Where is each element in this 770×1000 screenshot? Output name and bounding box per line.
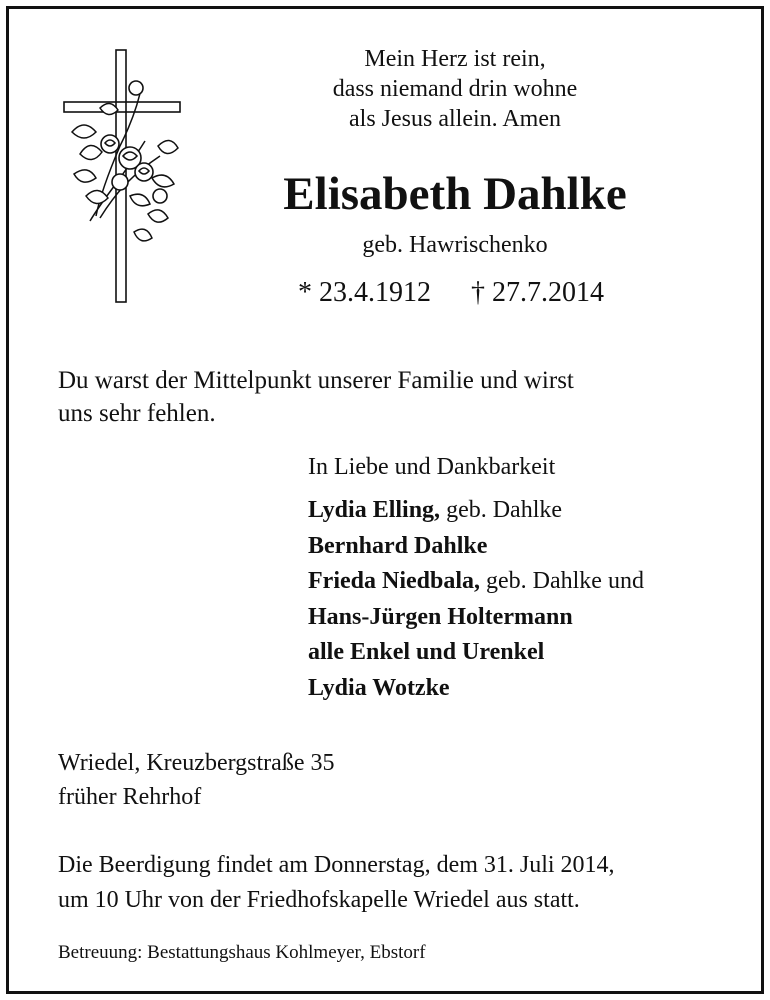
deceased-name: Elisabeth Dahlke [283, 168, 627, 220]
mourner-note: geb. Dahlke [440, 497, 563, 523]
tribute-line: uns sehr fehlen. [58, 400, 216, 427]
motto-verse [255, 44, 655, 134]
mourner-entry [308, 671, 644, 707]
address-block [58, 746, 334, 814]
mourner-entry [308, 564, 644, 600]
mourner-name: Bernhard Dahlke [308, 532, 488, 559]
mourner-entry [308, 529, 644, 565]
tribute-line: Du warst der Mittelpunkt unserer Familie und wirst [58, 367, 574, 394]
mourner-entry [308, 635, 644, 671]
birth-date: * 23.4.1912 [298, 277, 431, 308]
mourners-list [308, 493, 644, 706]
mourner-name: Frieda Niedbala, [308, 568, 480, 594]
undertaker-credit: Betreuung: Bestattungshaus Kohlmeyer, Ebstorf [58, 942, 426, 963]
motto-line: als Jesus allein. Amen [349, 106, 561, 132]
address-line: Wriedel, Kreuzbergstraße 35 [58, 750, 335, 776]
mourner-entry [308, 493, 644, 529]
motto-line: Mein Herz ist rein, [364, 46, 546, 72]
mourner-name: Lydia Wotzke [308, 674, 450, 701]
mourner-name: alle Enkel und Urenkel [308, 639, 545, 665]
mourner-name: Hans-Jürgen Holtermann [308, 603, 573, 630]
death-date: † 27.7.2014 [471, 277, 604, 308]
closing-phrase: In Liebe und Dankbarkeit [308, 454, 556, 480]
mourner-entry [308, 600, 644, 636]
cross-with-roses-icon [60, 46, 184, 304]
address-line: früher Rehrhof [58, 784, 202, 810]
mourner-name: Lydia Elling, [308, 497, 441, 523]
tribute-text [58, 364, 698, 430]
motto-line: dass niemand drin wohne [332, 76, 578, 102]
funeral-line: Die Beerdigung findet am Donnerstag, dem 31. Juli 2014, [58, 852, 615, 878]
funeral-info [58, 848, 615, 918]
mourner-note: geb. Dahlke und [480, 568, 644, 594]
maiden-name: geb. Hawrischenko [362, 232, 548, 258]
funeral-line: um 10 Uhr von der Friedhofskapelle Wriedel aus statt. [58, 887, 580, 913]
